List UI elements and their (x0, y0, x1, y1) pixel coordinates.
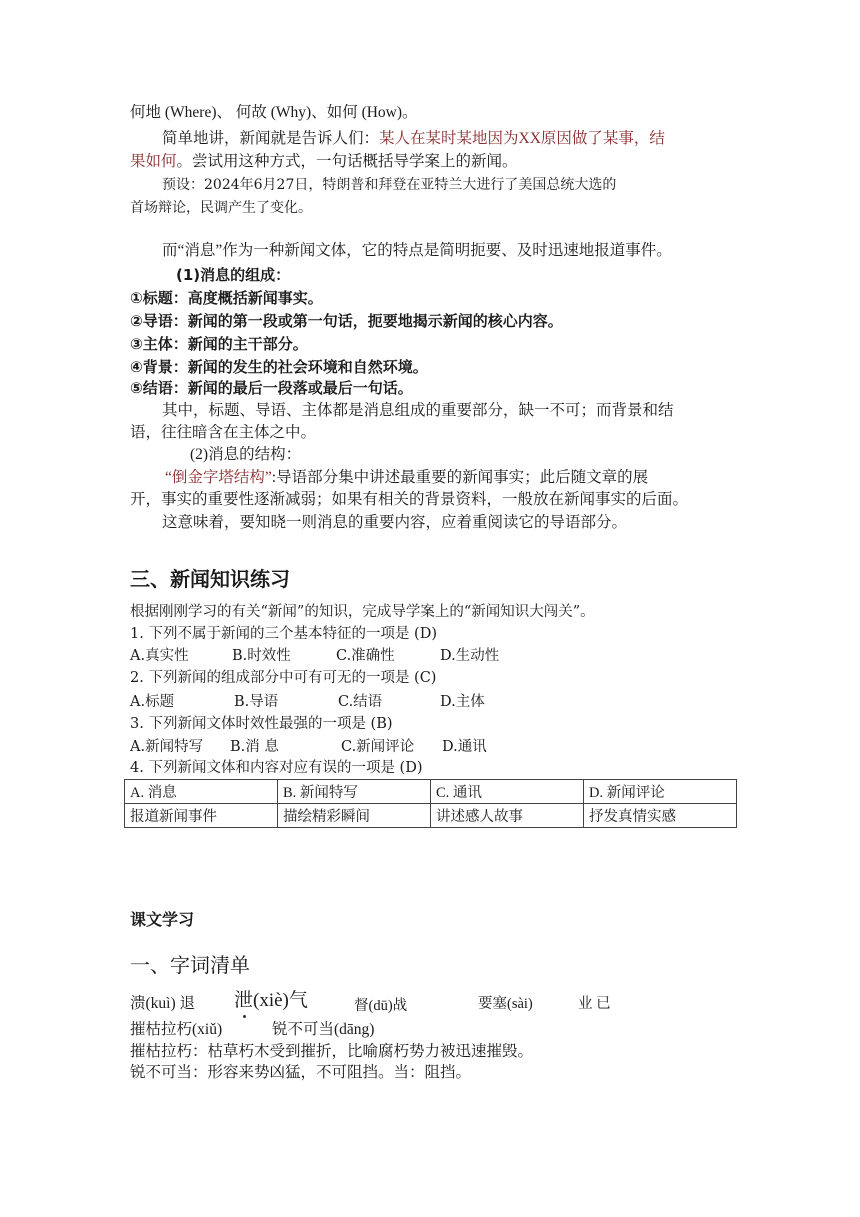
word-5: 业 已 (578, 996, 611, 1012)
composition-item-2: ②导语：新闻的第一段或第一句话，扼要地揭示新闻的核心内容。 (130, 312, 563, 330)
intro-line-5: 首场辩论，民调产生了变化。 (130, 200, 312, 216)
q3-option-d: D.通讯 (442, 739, 487, 755)
table-cell: D. 新闻评论 (584, 780, 737, 804)
word-list-heading: 一、字词清单 (130, 953, 250, 977)
q1-option-a: A.真实性 (130, 648, 189, 664)
q3-option-b: B.消 息 (230, 739, 279, 755)
composition-note-1: 其中，标题、导语、主体都是消息组成的重要部分，缺一不可；而背景和结 (162, 402, 674, 419)
structure-heading: (2)消息的结构： (190, 446, 302, 463)
structure-desc-3: 这意味着，要知晓一则消息的重要内容，应着重阅读它的导语部分。 (162, 514, 628, 531)
table-row (125, 804, 737, 828)
composition-item-1: ①标题：高度概括新闻事实。 (130, 289, 323, 307)
composition-heading: (1)消息的组成： (176, 266, 291, 284)
word-6: 摧枯拉朽(xiǔ) (130, 1021, 223, 1038)
question-1-options (130, 646, 499, 666)
intro-line-4: 预设：2024年6月27日，特朗普和拜登在亚特兰大进行了美国总统大选的 (162, 177, 617, 193)
structure-desc-1-text: :导语部分集中讲述最重要的新闻事实；此后随文章的展 (271, 469, 649, 486)
table-cell: C. 通讯 (431, 780, 584, 804)
word-3: 督(dū)战 (354, 998, 408, 1014)
question-3: 3. 下列新闻文体时效性最强的一项是 (B) (130, 716, 393, 732)
practice-intro: 根据刚刚学习的有关“新闻”的知识，完成导学案上的“新闻知识大闯关”。 (130, 604, 595, 620)
table-cell: 讲述感人故事 (431, 804, 584, 828)
composition-note-2: 语，往往暗含在主体之中。 (130, 424, 317, 441)
intro-line-3-plain: 。尝试用这种方式，一句话概括导学案上的新闻。 (176, 153, 518, 170)
intro-line-2-highlight: 某人在某时某地因为XX原因做了某事，结 (379, 130, 665, 147)
composition-item-3: ③主体：新闻的主干部分。 (130, 335, 308, 353)
q2-option-a: A.标题 (130, 694, 175, 710)
definition-2: 锐不可当：形容来势凶猛，不可阻挡。当：阻挡。 (130, 1064, 472, 1081)
question-4-table (124, 779, 737, 828)
word-7: 锐不可当(dāng) (272, 1021, 375, 1038)
practice-heading: 三、新闻知识练习 (130, 567, 290, 591)
question-3-options (130, 737, 487, 757)
q1-option-d: D.生动性 (440, 648, 500, 664)
table-cell: 描绘精彩瞬间 (278, 804, 431, 828)
word-2-text: 泄(xiè)气 (234, 990, 308, 1011)
intro-line-3-highlight: 果如何 (130, 153, 177, 170)
structure-desc-1 (165, 468, 648, 488)
q3-option-c: C.新闻评论 (341, 739, 415, 755)
question-1: 1. 下列不属于新闻的三个基本特征的一项是 (D) (130, 626, 437, 642)
intro-line-2 (162, 129, 665, 149)
emphasis-dot (243, 1015, 246, 1018)
word-4: 要塞(sài) (478, 996, 533, 1012)
word-1: 溃(kuì) 退 (130, 995, 196, 1012)
table-cell: B. 新闻特写 (278, 780, 431, 804)
intro-line-2-plain: 简单地讲，新闻就是告诉人们： (162, 130, 380, 147)
intro-line-6: 而“消息”作为一种新闻文体，它的特点是简明扼要、及时迅速地报道事件。 (162, 242, 672, 259)
intro-line-3 (130, 152, 518, 172)
q2-option-b: B.导语 (234, 694, 279, 710)
question-2-options (130, 692, 485, 712)
table-row (125, 780, 737, 804)
composition-item-4: ④背景：新闻的发生的社会环境和自然环境。 (130, 358, 428, 376)
lesson-heading: 课文学习 (130, 910, 195, 929)
word-2 (234, 991, 308, 1012)
q3-option-a: A.新闻特写 (130, 739, 204, 755)
structure-term: “倒金字塔结构” (165, 469, 272, 486)
question-2: 2. 下列新闻的组成部分中可有可无的一项是 (C) (130, 670, 437, 686)
table-cell: 报道新闻事件 (125, 804, 278, 828)
q2-option-d: D.主体 (440, 694, 485, 710)
structure-desc-2: 开，事实的重要性逐渐减弱；如果有相关的背景资料，一般放在新闻事实的后面。 (130, 491, 689, 508)
word-line-2 (130, 1020, 374, 1040)
table-cell: A. 消息 (125, 780, 278, 804)
q1-option-b: B.时效性 (232, 648, 291, 664)
question-4: 4. 下列新闻文体和内容对应有误的一项是 (D) (130, 760, 423, 776)
q1-option-c: C.准确性 (336, 648, 395, 664)
q2-option-c: C.结语 (338, 694, 383, 710)
definition-1: 摧枯拉朽：枯草朽木受到摧折，比喻腐朽势力被迅速摧毁。 (130, 1043, 534, 1060)
composition-item-5: ⑤结语：新闻的最后一段落或最后一句话。 (130, 379, 413, 397)
table-cell: 抒发真情实感 (584, 804, 737, 828)
intro-line-1: 何地 (Where)、 何故 (Why)、如何 (How)。 (130, 104, 418, 121)
